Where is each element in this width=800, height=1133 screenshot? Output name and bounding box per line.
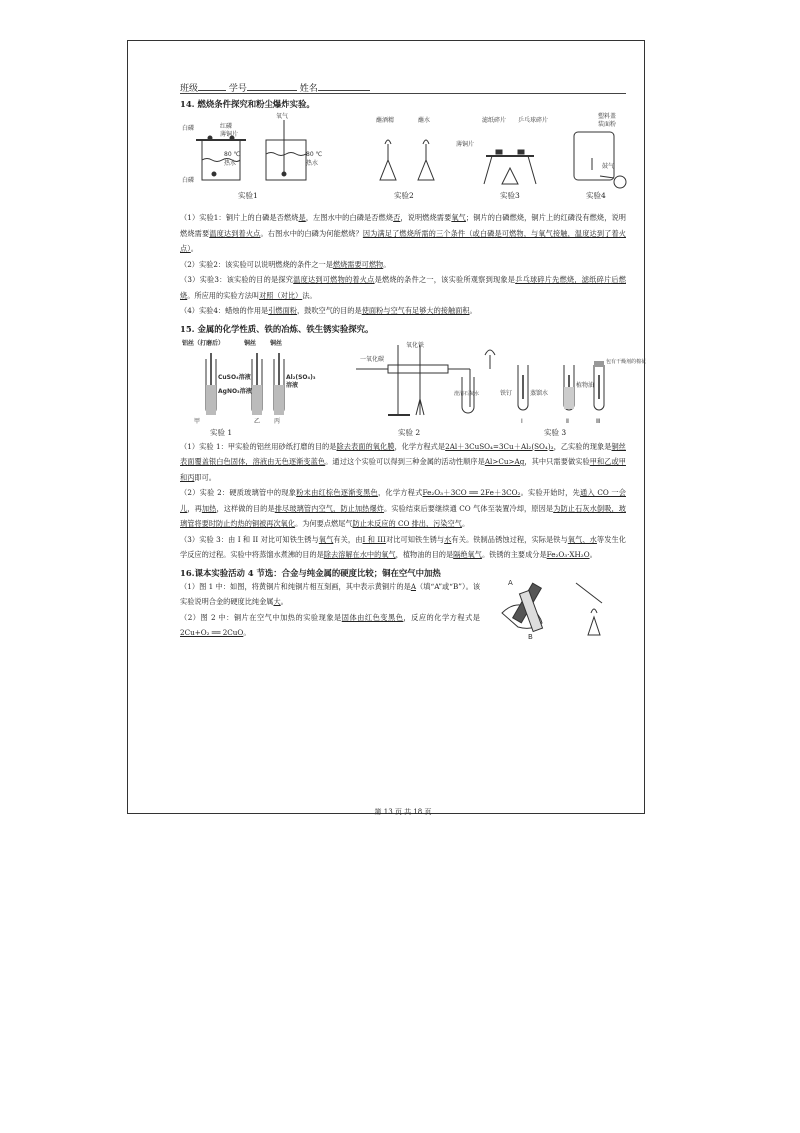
answer: 隔绝氧气: [453, 550, 482, 559]
text: （2）图 2 中：铜片在空气中加热的实验现象是: [180, 612, 342, 622]
text: 是燃烧的条件之一，该实验所观察到现象是: [374, 275, 516, 284]
text: （4）实验4：蜡烛的作用是: [180, 306, 269, 315]
label-hot-water-1: 热水: [224, 160, 237, 167]
label-agno3: AgNO₃溶液: [218, 387, 252, 395]
text: 有关，由: [333, 534, 363, 544]
student-id-label: 学号: [228, 84, 247, 94]
text: 。: [190, 244, 198, 253]
text: 。: [280, 597, 288, 606]
text: 。为何要点燃尾气: [295, 519, 353, 528]
text: 。右图水中的白磷为何能燃烧？: [260, 228, 363, 238]
s16-question-1: [180, 579, 480, 610]
text: ，化学方程式是: [394, 441, 446, 451]
s14-question-2: [180, 257, 626, 273]
answer: 是: [298, 213, 306, 222]
section-15-title: 15. 金属的化学性质、铁的冶炼、铁生锈实验探究。: [180, 323, 374, 334]
page-footer: 第 13 页 共 18 页: [374, 808, 432, 816]
caption-exp2: 实验2: [394, 191, 414, 200]
answer: 加热: [201, 503, 217, 513]
label-hot-water-2: 热水: [306, 160, 319, 167]
class-label: 班级: [180, 84, 199, 94]
label-co: 一氧化碳: [360, 355, 385, 363]
exp2-alcohol-lamps: [380, 140, 434, 180]
s14-question-1: [180, 210, 626, 257]
name-label: 姓名: [299, 84, 318, 94]
text: ，说明燃烧需要: [400, 213, 452, 222]
text: （2）实验2：该实验可以说明燃烧的条件之一是: [180, 259, 333, 269]
text: 。: [469, 306, 477, 315]
s14-question-3: [180, 272, 626, 303]
label-distilled-water: 蒸馏水: [530, 389, 549, 397]
text: 有关。铁制品锈蚀过程，实际是铁与: [451, 534, 568, 544]
answer: 为防止石灰水倒吸，玻璃管将要时防止灼热的铜被再次氧化: [180, 503, 626, 528]
text: ，再: [187, 503, 202, 513]
name-blank: [318, 81, 370, 91]
label-a: A: [508, 578, 513, 587]
text: （3）实验 3：由 I 和 II 对比可知铁生锈与: [180, 534, 319, 544]
label-tube-3: Ⅲ: [596, 417, 601, 425]
answer: 铜丝表面覆盖银白色固体，溶液由无色逐渐变蓝色: [180, 441, 626, 466]
answer: Fe₂O₃·XH₂O: [546, 550, 590, 559]
alloy-hardness-figure: [492, 573, 626, 643]
label-cu-wire-1: 铜丝: [244, 339, 257, 347]
text: （1）图 1 中：如图，将黄铜片和纯铜片相互刻画，其中表示黄铜片的是: [180, 581, 411, 591]
label-cuso4: CuSO₄溶液: [218, 373, 251, 381]
answer: A: [410, 581, 417, 591]
answer: 2Al＋3CuSO₄=3Cu＋Al₂(SO₄)₃: [445, 441, 554, 451]
label-filter-paper: 滤纸碎片: [482, 117, 507, 124]
answer: 因为满足了燃烧所需的三个条件（或白磷是可燃物，与氧气接触，温度达到了着火点）: [180, 228, 626, 253]
caption-15-exp3: 实验 3: [544, 427, 567, 437]
label-white-phosphorus-2: 白磷: [182, 177, 195, 184]
s15-question-1: [180, 439, 626, 486]
text: 即可。: [194, 472, 216, 482]
answer: 氧气: [318, 534, 334, 544]
text: ，这样做的目的是: [216, 503, 275, 513]
label-oxygen: 氧气: [276, 113, 289, 120]
label-tube-2: Ⅱ: [566, 417, 569, 425]
s14-question-4: [180, 303, 626, 319]
text: （2）实验 2：硬质玻璃管中的现象: [180, 488, 297, 497]
text: ，其中只需要做实验: [524, 457, 590, 466]
student-info-header: [180, 81, 626, 94]
answer: 通入 CO 一会儿: [180, 488, 626, 513]
label-jia: 甲: [194, 417, 201, 425]
answer: 对照（对比）: [259, 290, 303, 300]
answer: 固体由红色变黑色: [341, 612, 404, 622]
caption-exp4: 实验4: [586, 191, 606, 200]
text: 。实验开始时，先: [520, 488, 581, 497]
copper-heating-setup: [576, 583, 602, 635]
label-tube-1: Ⅰ: [521, 417, 523, 425]
metal-experiments-figure: [180, 335, 647, 439]
text: ，鼓吹空气的目的是: [296, 306, 362, 315]
text: ，化学方程式: [377, 488, 423, 497]
text: 。: [383, 259, 391, 269]
answer: 使面粉与空气有足够大的接触面积: [361, 306, 470, 315]
exp1-right-beaker: [266, 120, 306, 180]
answer: 排尽玻璃管内空气，防止加热爆炸: [274, 503, 385, 513]
text: （3）实验3：该实验的目的是探究: [180, 275, 294, 284]
text: 。铁锈的主要成分是: [481, 550, 547, 559]
label-bing: 丙: [274, 417, 281, 425]
text: ，植物油的目的是: [395, 550, 454, 559]
label-dipped-alcohol: 蘸酒精: [376, 117, 395, 124]
text: 。所应用的实验方法叫: [187, 290, 260, 300]
answer: Al>Cu>Ag: [484, 457, 525, 466]
text: 。通过这个实验可以得到三种金属的活动性顺序是: [325, 457, 485, 466]
text: 。: [243, 628, 251, 637]
text: ，乙实验的现象是: [553, 441, 612, 451]
caption-15-exp2: 实验 2: [398, 427, 421, 437]
text: （填“A”或“B”）。该实验说明合金的硬度比纯金属: [180, 581, 481, 606]
label-plastic-lid: 塑料盖: [598, 113, 617, 120]
text: （1）实验1：铜片上的白磷是否燃烧: [180, 213, 299, 222]
answer: 除去溶解在水中的氧气: [323, 550, 396, 559]
section-14-title: 14. 燃烧条件探究和粉尘爆炸实验。: [180, 99, 315, 109]
label-temp-1: 80 ℃: [224, 151, 241, 158]
label-copper-sheet: 薄铜片: [220, 131, 239, 138]
text: 等发生化学反应的过程。实验中将蒸馏水煮沸的目的是: [180, 534, 626, 559]
text: 。: [589, 550, 597, 559]
label-lime-water: 澄清石灰水: [454, 390, 480, 397]
label-blow-air: 鼓气: [602, 163, 615, 170]
label-white-phosphorus-1: 白磷: [182, 125, 195, 132]
text: 法。: [302, 290, 317, 300]
label-solution: 溶液: [286, 381, 299, 389]
caption-15-exp1: 实验 1: [210, 427, 233, 437]
label-pingpong: 乒乓球碎片: [518, 117, 549, 124]
text: 。实验结束后要继续通 CO 气体至装置冷却，原因是: [384, 503, 554, 513]
answer: 温度达到可燃物的着火点: [293, 275, 375, 284]
label-flour: 装面粉: [598, 121, 617, 128]
text: ；铜片的白磷燃烧，铜片上的红磷没有燃烧，说明燃烧需要: [180, 213, 626, 238]
s15-question-3: [180, 532, 626, 563]
exp3-tripod-setup: [484, 150, 536, 184]
label-al-wire: 铝丝（打磨后）: [182, 339, 225, 347]
student-id-blank: [247, 81, 297, 91]
text: ，左图水中的白磷是否燃烧: [305, 213, 394, 222]
class-blank: [198, 81, 226, 91]
caption-exp1: 实验1: [238, 191, 258, 200]
label-yi: 乙: [254, 417, 261, 425]
worksheet-content: [180, 81, 647, 816]
section-16-title: 16.课本实验活动 4 节选：合金与纯金属的硬度比较；铜在空气中加热: [180, 567, 441, 578]
section-15-figures: [180, 335, 647, 439]
text: ，反应的化学方程式是: [403, 612, 480, 622]
label-copper-sheet-2: 薄铜片: [456, 141, 475, 148]
answer: 2Cu+O₂ ══ 2CuO: [180, 628, 244, 637]
caption-exp3: 实验3: [500, 191, 520, 200]
label-red-phosphorus: 红磷: [220, 123, 233, 130]
exp1-test-tubes: [206, 353, 284, 415]
answer: 甲和乙或甲和丙: [180, 457, 626, 482]
answer: 引燃面粉: [268, 306, 297, 315]
label-al2so43: Al₂(SO₄)₃: [286, 373, 316, 381]
text: 。: [461, 519, 470, 528]
text: （1）实验 1：甲实验的铝丝用砂纸打磨的目的是: [180, 441, 337, 451]
label-iron-nail: 铁钉: [500, 389, 513, 397]
answer: 否: [393, 213, 401, 222]
label-b: B: [528, 632, 533, 641]
label-vegetable-oil: 植物油: [576, 381, 595, 389]
answer: 乒乓球碎片先燃烧，滤纸碎片后燃烧: [180, 275, 626, 300]
answer: 氧气: [451, 213, 466, 222]
label-desiccant-cotton: 包有干燥剂的棉花: [606, 358, 647, 365]
label-temp-2: 80 ℃: [306, 151, 323, 158]
answer: 粉末由红棕色逐渐变黑色: [296, 488, 378, 497]
text: 对比可知铁生锈与: [385, 534, 445, 544]
answer: 水: [444, 534, 452, 544]
label-cu-wire-2: 铜丝: [270, 339, 283, 347]
section-16-questions: [180, 579, 480, 641]
worksheet-page: [127, 40, 645, 814]
answer: Fe₂O₃＋3CO ══ 2Fe＋3CO₂: [422, 488, 521, 497]
section-16-body: [180, 579, 626, 641]
answer: I 和 III: [362, 534, 386, 544]
section-14-figures: [180, 110, 626, 210]
exp1-left-beaker: [196, 136, 246, 180]
exp4-dust-explosion-can: [574, 132, 626, 188]
answer: 温度达到着火点: [209, 228, 261, 238]
s16-question-2: [180, 610, 480, 641]
answer: 除去表面的氧化膜: [336, 441, 395, 451]
answer: 氧气、水: [567, 534, 597, 544]
label-fe2o3: 氧化铁: [406, 341, 425, 349]
label-dipped-water: 蘸水: [418, 117, 431, 124]
answer: 燃烧需要可燃物: [332, 259, 384, 269]
answer: 防止未反应的 CO 排出，污染空气: [352, 519, 462, 528]
answer: 大: [273, 597, 281, 606]
s15-question-2: [180, 485, 626, 532]
